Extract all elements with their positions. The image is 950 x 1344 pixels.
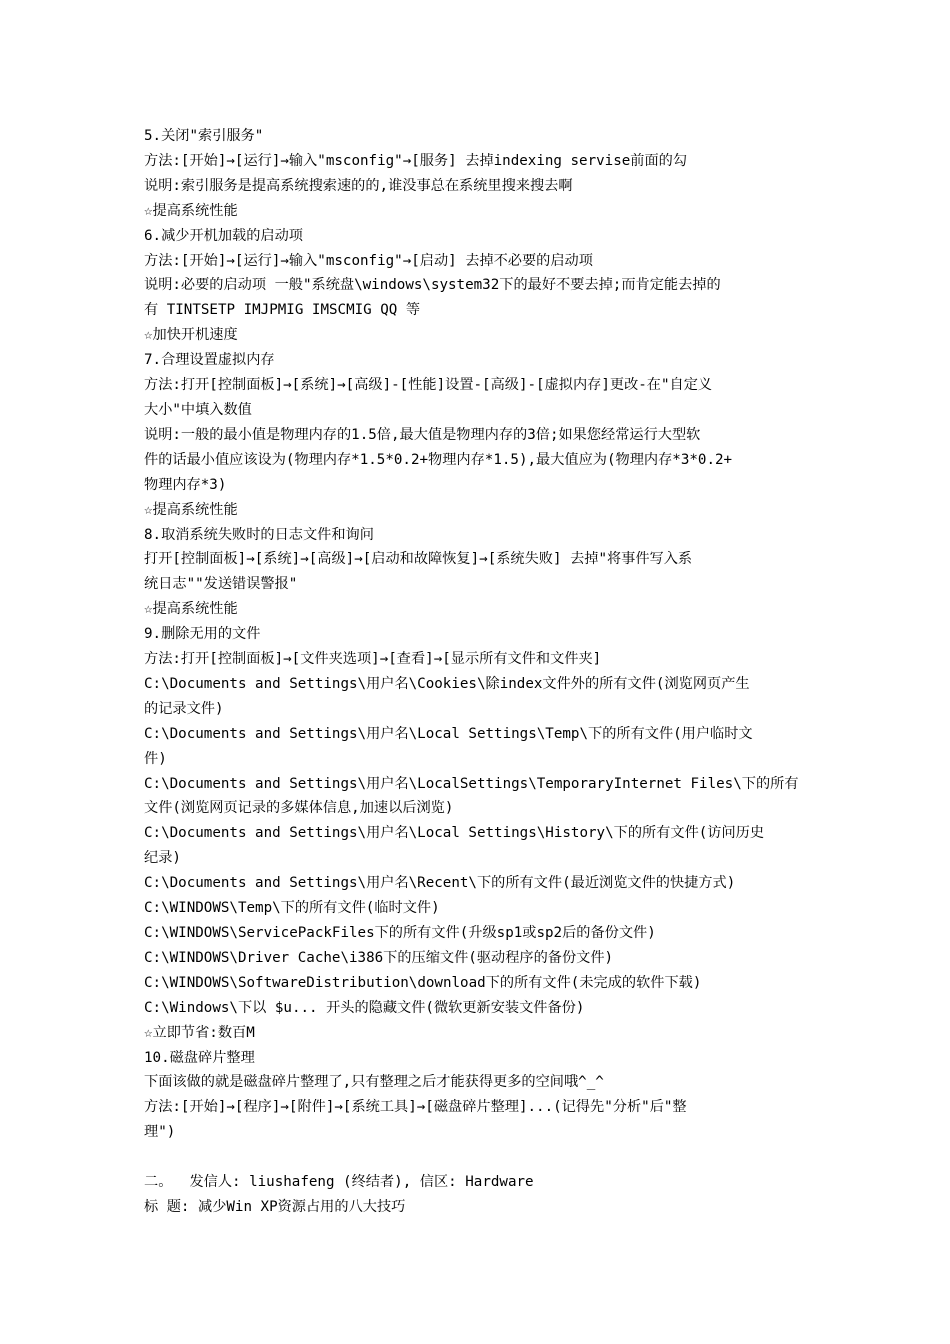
text-line: ☆提高系统性能 — [144, 501, 238, 518]
text-line: 文件(浏览网页记录的多媒体信息,加速以后浏览) — [144, 800, 454, 817]
text-line: ☆立即节省:数百M — [144, 1024, 255, 1041]
text-line: 件的话最小值应该设为(物理内存*1.5*0.2+物理内存*1.5),最大值应为(物理内存*3*0.2+ — [144, 451, 733, 468]
text-line: 方法:[开始]→[运行]→输入"msconfig"→[服务] 去掉indexing servise前面的勾 — [144, 152, 688, 169]
text-line: C:\Windows\下以 $u... 开头的隐藏文件(微软更新安装文件备份) — [144, 999, 585, 1016]
text-line: 理") — [144, 1124, 176, 1141]
text-line: C:\Documents and Settings\用户名\Cookies\除index文件外的所有文件(浏览网页产生 — [144, 675, 750, 692]
text-line: 有 TINTSETP IMJPMIG IMSCMIG QQ 等 — [144, 302, 421, 319]
text-line: 统日志""发送错误警报" — [144, 576, 298, 593]
text-line: 说明:一般的最小值是物理内存的1.5倍,最大值是物理内存的3倍;如果您经常运行大型软 — [144, 426, 701, 443]
text-line: ☆提高系统性能 — [144, 202, 238, 219]
text-line: 方法:打开[控制面板]→[文件夹选项]→[查看]→[显示所有文件和文件夹] — [144, 651, 602, 668]
text-line: 方法:打开[控制面板]→[系统]→[高级]-[性能]设置-[高级]-[虚拟内存]更改-在"自定义 — [144, 377, 713, 394]
text-line: 标 题: 减少Win XP资源占用的八大技巧 — [144, 1198, 406, 1215]
text-line: 物理内存*3) — [144, 476, 227, 493]
text-line: ☆提高系统性能 — [144, 601, 238, 618]
text-line: 说明:必要的启动项 一般"系统盘\windows\system32下的最好不要去掉;而肯定能去掉的 — [144, 277, 721, 294]
text-line: C:\Documents and Settings\用户名\Local Settings\History\下的所有文件(访问历史 — [144, 825, 765, 842]
text-line: 9.删除无用的文件 — [144, 626, 261, 643]
text-line: 说明:索引服务是提高系统搜索速的的,谁没事总在系统里搜来搜去啊 — [144, 177, 573, 194]
text-line: C:\WINDOWS\ServicePackFiles下的所有文件(升级sp1或sp2后的备份文件) — [144, 925, 656, 941]
text-line: ☆加快开机速度 — [144, 327, 238, 344]
text-line: 7.合理设置虚拟内存 — [144, 352, 275, 369]
text-line: 6.减少开机加载的启动项 — [144, 227, 303, 244]
text-line: C:\WINDOWS\Driver Cache\i386下的压缩文件(驱动程序的备份文件) — [144, 949, 614, 966]
text-line: 8.取消系统失败时的日志文件和询问 — [144, 526, 374, 543]
text-line: C:\WINDOWS\Temp\下的所有文件(临时文件) — [144, 900, 440, 917]
text-line: 二。 发信人: liushafeng (终结者), 信区: Hardware — [144, 1174, 534, 1191]
text-line: 打开[控制面板]→[系统]→[高级]→[启动和故障恢复]→[系统失败] 去掉"将事件写入系 — [144, 551, 693, 568]
text-line: 方法:[开始]→[运行]→输入"msconfig"→[启动] 去掉不必要的启动项 — [144, 252, 593, 269]
text-line: 下面该做的就是磁盘碎片整理了,只有整理之后才能获得更多的空间哦^_^ — [144, 1074, 604, 1091]
text-line: 方法:[开始]→[程序]→[附件]→[系统工具]→[磁盘碎片整理]...(记得先"分析"后"整 — [144, 1099, 687, 1116]
text-line: 5.关闭"索引服务" — [144, 128, 264, 144]
text-line: C:\Documents and Settings\用户名\LocalSettings\TemporaryInternet Files\下的所有 — [144, 775, 799, 792]
document-body — [144, 124, 812, 1220]
text-line: 纪录) — [144, 850, 181, 867]
text-line: 的记录文件) — [144, 700, 224, 717]
text-line: 大小"中填入数值 — [144, 401, 252, 418]
text-line: C:\Documents and Settings\用户名\Recent\下的所有文件(最近浏览文件的快捷方式) — [144, 875, 736, 892]
text-line — [144, 1145, 812, 1170]
text-line: 10.磁盘碎片整理 — [144, 1049, 255, 1066]
text-line: C:\WINDOWS\SoftwareDistribution\download下的所有文件(未完成的软件下载) — [144, 974, 702, 991]
text-line: 件) — [144, 750, 167, 767]
text-line: C:\Documents and Settings\用户名\Local Settings\Temp\下的所有文件(用户临时文 — [144, 725, 753, 742]
